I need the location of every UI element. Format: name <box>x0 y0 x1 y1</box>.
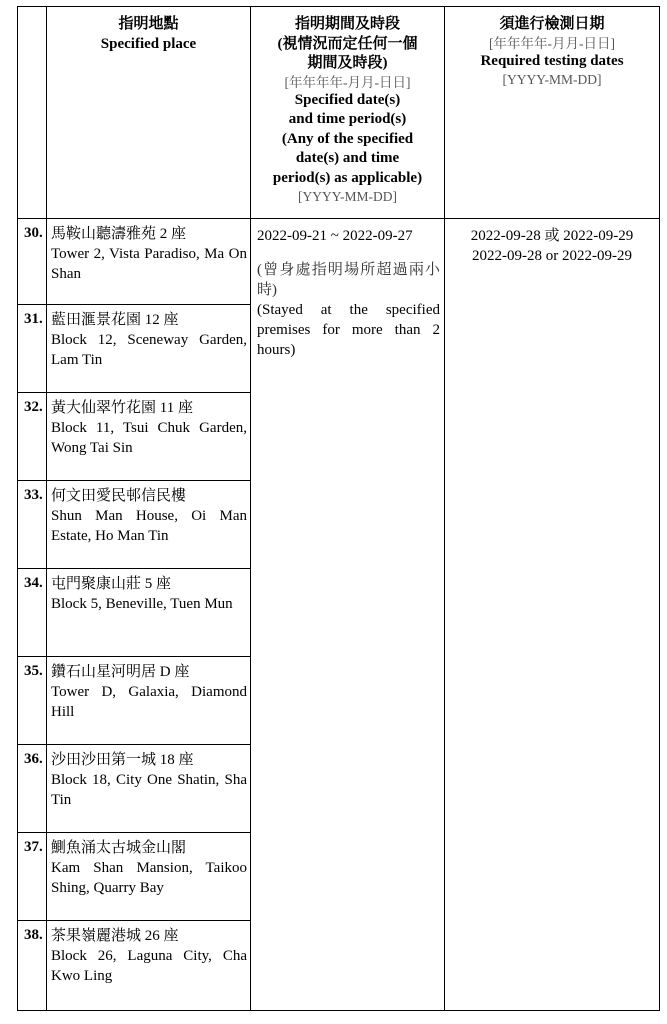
header-period-zh-3: 期間及時段) <box>307 55 388 71</box>
place-zh: 茶果嶺麗港城 26 座 <box>51 928 179 944</box>
place-cell <box>47 745 251 833</box>
table-row <box>18 219 660 305</box>
header-testing-format-zh: [年年年年-月月-日日] <box>489 35 615 51</box>
place-zh: 馬鞍山聽濤雅苑 2 座 <box>51 226 187 242</box>
place-en: Block 26, Laguna City, Cha Kwo Ling <box>51 947 247 984</box>
row-number: 36. <box>18 745 47 833</box>
place-zh: 沙田沙田第一城 18 座 <box>51 752 194 768</box>
place-zh: 鑽石山星河明居 D 座 <box>51 664 190 680</box>
header-period-format-zh: [年年年年-月月-日日] <box>284 74 411 90</box>
place-en: Block 11, Tsui Chuk Garden, Wong Tai Sin <box>51 419 247 456</box>
place-zh: 何文田愛民邨信民樓 <box>51 488 187 504</box>
place-en: Tower D, Galaxia, Diamond Hill <box>51 683 247 720</box>
header-period-en-2: and time period(s) <box>288 111 407 127</box>
header-testing <box>445 7 660 219</box>
testing-dates-en: 2022-09-28 or 2022-09-29 <box>472 248 632 264</box>
header-testing-format-en: [YYYY-MM-DD] <box>502 72 602 87</box>
header-row <box>18 7 660 219</box>
header-testing-en: Required testing dates <box>480 52 624 69</box>
header-period-zh-1: 指明期間及時段 <box>294 16 400 32</box>
place-en: Block 5, Beneville, Tuen Mun <box>51 595 233 612</box>
testing-cell <box>445 219 660 1011</box>
place-cell <box>47 833 251 921</box>
period-cell <box>251 219 445 1011</box>
place-en: Tower 2, Vista Paradiso, Ma On Shan <box>51 245 247 282</box>
row-number: 33. <box>18 481 47 569</box>
period-note-en: (Stayed at the specified premises for more than 2 hours) <box>257 302 440 358</box>
place-cell <box>47 921 251 1011</box>
header-period-en-5: period(s) as applicable) <box>272 169 423 186</box>
row-number: 35. <box>18 657 47 745</box>
header-place-en: Specified place <box>100 35 197 52</box>
row-number: 37. <box>18 833 47 921</box>
header-number-cell <box>18 7 47 219</box>
places-table <box>17 6 660 1011</box>
header-place-zh: 指明地點 <box>118 16 179 32</box>
header-period-zh-2: (視情況而定任何一個 <box>277 35 418 52</box>
row-number: 38. <box>18 921 47 1011</box>
header-testing-zh: 須進行檢測日期 <box>499 16 605 32</box>
place-en: Kam Shan Mansion, Taikoo Shing, Quarry Bay <box>51 859 247 896</box>
period-dates: 2022-09-21 ~ 2022-09-27 <box>257 228 413 244</box>
row-number: 34. <box>18 569 47 657</box>
header-period-format-en: [YYYY-MM-DD] <box>298 189 397 204</box>
header-place <box>47 7 251 219</box>
place-zh: 藍田滙景花園 12 座 <box>51 312 179 328</box>
place-zh: 鰂魚涌太古城金山閣 <box>51 840 187 856</box>
row-number: 30. <box>18 219 47 305</box>
row-number: 32. <box>18 393 47 481</box>
period-note-zh: (曾身處指明場所超過兩小時) <box>257 262 440 298</box>
place-cell <box>47 393 251 481</box>
place-zh: 黃大仙翠竹花園 11 座 <box>51 400 193 416</box>
testing-dates-zh: 2022-09-28 或 2022-09-29 <box>470 228 634 244</box>
header-period <box>251 7 445 219</box>
place-zh: 屯門聚康山莊 5 座 <box>51 576 172 592</box>
row-number: 31. <box>18 305 47 393</box>
place-cell <box>47 481 251 569</box>
place-cell <box>47 219 251 305</box>
header-period-en-1: Specified date(s) <box>294 91 401 108</box>
place-cell <box>47 569 251 657</box>
place-en: Shun Man House, Oi Man Estate, Ho Man Tin <box>51 507 247 544</box>
place-cell <box>47 305 251 393</box>
header-period-en-4: date(s) and time <box>295 150 400 166</box>
header-period-en-3: (Any of the specified <box>281 130 414 147</box>
place-en: Block 18, City One Shatin, Sha Tin <box>51 771 247 808</box>
place-cell <box>47 657 251 745</box>
place-en: Block 12, Sceneway Garden, Lam Tin <box>51 331 247 368</box>
